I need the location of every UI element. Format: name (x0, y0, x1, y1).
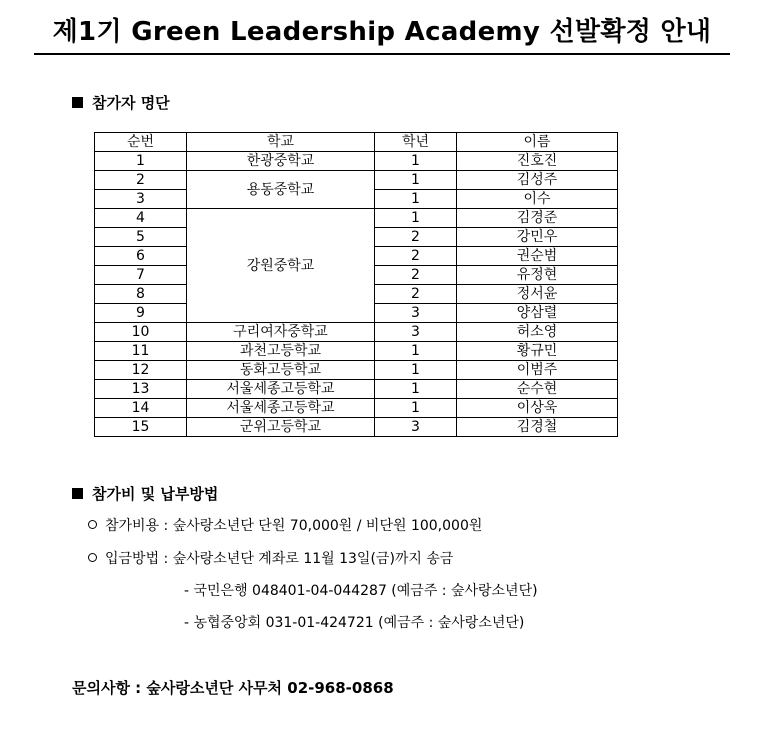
cell-grade: 2 (375, 285, 457, 304)
cell-school: 과천고등학교 (187, 342, 375, 361)
cell-grade: 1 (375, 380, 457, 399)
table-row (95, 323, 618, 342)
header-grade: 학년 (375, 133, 457, 152)
cell-grade: 2 (375, 228, 457, 247)
cell-no: 8 (95, 285, 187, 304)
cell-name: 이수 (457, 190, 618, 209)
cell-grade: 1 (375, 190, 457, 209)
table-row (95, 380, 618, 399)
cell-no: 2 (95, 171, 187, 190)
table-row (95, 171, 618, 190)
table-header-row (95, 133, 618, 152)
fee-section-label: 참가비 및 납부방법 (92, 485, 219, 503)
cell-school: 군위고등학교 (187, 418, 375, 437)
table-row (95, 418, 618, 437)
cell-name: 유정현 (457, 266, 618, 285)
header-no: 순번 (95, 133, 187, 152)
bank-account-2: - 농협중앙회 031-01-424721 (예금주 : 숲사랑소년단) (184, 615, 525, 631)
cell-name: 양삼렬 (457, 304, 618, 323)
cell-grade: 1 (375, 152, 457, 171)
cell-school: 동화고등학교 (187, 361, 375, 380)
square-bullet-icon (72, 488, 83, 499)
cell-name: 황규민 (457, 342, 618, 361)
square-bullet-icon (72, 97, 83, 108)
cell-school: 한광중학교 (187, 152, 375, 171)
cell-name: 강민우 (457, 228, 618, 247)
fee-line (88, 517, 482, 535)
cell-grade: 1 (375, 361, 457, 380)
bank-account-1: - 국민은행 048401-04-044287 (예금주 : 숲사랑소년단) (184, 583, 538, 599)
cell-no: 4 (95, 209, 187, 228)
cell-no: 3 (95, 190, 187, 209)
cell-grade: 3 (375, 323, 457, 342)
cell-no: 7 (95, 266, 187, 285)
cell-grade: 1 (375, 342, 457, 361)
cell-grade: 1 (375, 171, 457, 190)
cell-name: 이범주 (457, 361, 618, 380)
cell-name: 진호진 (457, 152, 618, 171)
circle-bullet-icon (88, 520, 97, 529)
cell-name: 김경철 (457, 418, 618, 437)
cell-grade: 3 (375, 304, 457, 323)
cell-no: 10 (95, 323, 187, 342)
cell-no: 6 (95, 247, 187, 266)
contact-heading (72, 678, 394, 698)
header-school: 학교 (187, 133, 375, 152)
deposit-line (88, 550, 453, 568)
cell-grade: 2 (375, 247, 457, 266)
participants-table (94, 132, 618, 437)
participants-section-heading (72, 93, 170, 113)
title-underline (34, 53, 730, 55)
cell-name: 순수현 (457, 380, 618, 399)
cell-school: 구리여자중학교 (187, 323, 375, 342)
fee-text: 참가비용 : 숲사랑소년단 단원 70,000원 / 비단원 100,000원 (105, 518, 483, 534)
contact-text: 문의사항 : 숲사랑소년단 사무처 02-968-0868 (72, 679, 394, 697)
cell-grade: 1 (375, 399, 457, 418)
cell-name: 김경준 (457, 209, 618, 228)
cell-no: 13 (95, 380, 187, 399)
cell-grade: 1 (375, 209, 457, 228)
cell-name: 이상욱 (457, 399, 618, 418)
table-row (95, 399, 618, 418)
cell-no: 11 (95, 342, 187, 361)
cell-grade: 2 (375, 266, 457, 285)
cell-name: 정서윤 (457, 285, 618, 304)
participants-section-label: 참가자 명단 (92, 94, 170, 112)
cell-name: 권순범 (457, 247, 618, 266)
table-row (95, 209, 618, 228)
cell-no: 5 (95, 228, 187, 247)
deposit-text: 입금방법 : 숲사랑소년단 계좌로 11월 13일(금)까지 송금 (105, 551, 454, 567)
cell-no: 15 (95, 418, 187, 437)
table-row (95, 342, 618, 361)
cell-school: 용동중학교 (187, 171, 375, 209)
page-title: 제1기 Green Leadership Academy 선발확정 안내 (52, 17, 712, 47)
header-name: 이름 (457, 133, 618, 152)
cell-school: 서울세종고등학교 (187, 399, 375, 418)
cell-school: 서울세종고등학교 (187, 380, 375, 399)
cell-grade: 3 (375, 418, 457, 437)
cell-no: 9 (95, 304, 187, 323)
cell-name: 허소영 (457, 323, 618, 342)
circle-bullet-icon (88, 553, 97, 562)
fee-section-heading (72, 484, 218, 504)
cell-no: 14 (95, 399, 187, 418)
table-row (95, 152, 618, 171)
cell-name: 김성주 (457, 171, 618, 190)
cell-no: 12 (95, 361, 187, 380)
cell-no: 1 (95, 152, 187, 171)
table-row (95, 361, 618, 380)
cell-school: 강원중학교 (187, 209, 375, 323)
